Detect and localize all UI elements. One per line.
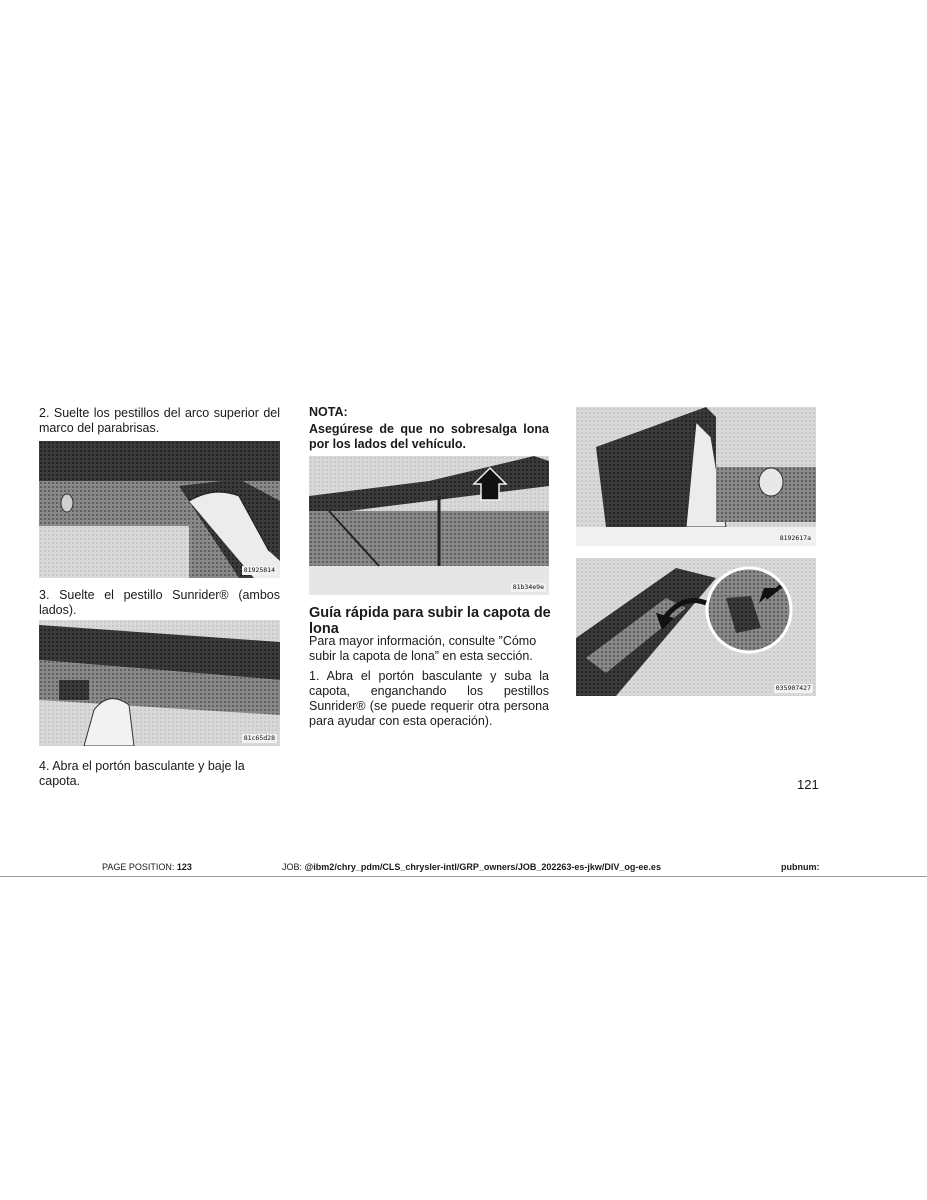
footer-rule	[0, 876, 927, 877]
footer-position-label: PAGE POSITION:	[102, 862, 175, 872]
figure-windshield-latches	[39, 441, 280, 578]
note-body: Asegúrese de que no sobresalga lona por los lados del vehículo.	[309, 422, 549, 451]
footer-pubnum: pubnum:	[781, 862, 820, 872]
figure-raising-top	[576, 407, 816, 546]
step-2-text: 2. Suelte los pestillos del arco superior del marco del parabrisas.	[39, 406, 280, 435]
figure-code: 81c65d28	[243, 734, 275, 742]
page-number: 121	[797, 777, 819, 792]
footer-page-position	[102, 862, 192, 872]
note-title: NOTA:	[309, 405, 348, 419]
figure-code: 81925814	[243, 566, 275, 574]
figure-sunrider-engage	[576, 558, 816, 696]
footer-job-label: JOB:	[282, 862, 303, 872]
intro-text: Para mayor información, consulte ”Cómo subir la capota de lona” en esta sección.	[309, 634, 537, 663]
figure-code: 035907427	[775, 684, 811, 692]
footer-position-value: 123	[176, 862, 192, 872]
figure-code: 8192617a	[779, 534, 811, 542]
step-4-text: 4. Abra el portón basculante y baje la capota.	[39, 759, 245, 788]
step-3-text: 3. Suelte el pestillo Sunrider® (ambos lados).	[39, 588, 280, 617]
step-1-text: 1. Abra el portón basculante y suba la capota, enganchando los pestillos Sunrider® (se puede requerir otra persona para ayudar con esta operación).	[309, 669, 549, 728]
figure-code: 81b34e9e	[512, 583, 544, 591]
figure-sunrider-latch	[39, 620, 280, 746]
footer-job-value: @ibm2/chry_pdm/CLS_chrysler-intl/GRP_owners/JOB_202263-es-jkw/DIV_og-ee.es	[304, 862, 661, 872]
figure-vehicle-top	[309, 456, 549, 595]
footer-job	[282, 862, 661, 872]
section-heading: Guía rápida para subir la capota de lona	[309, 605, 551, 637]
